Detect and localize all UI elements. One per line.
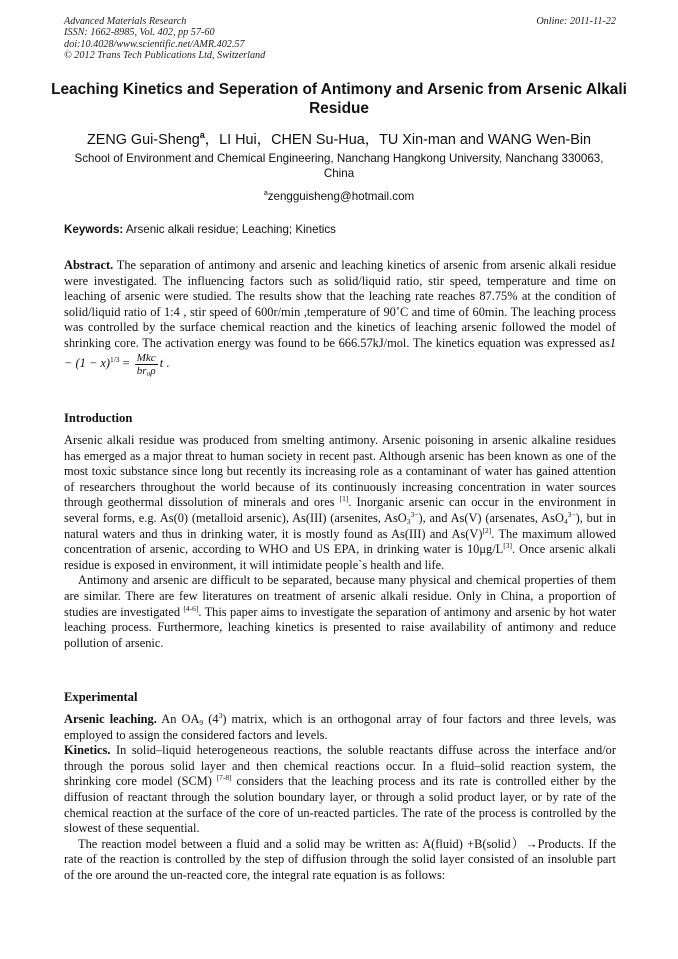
author-separator: ， bbox=[204, 131, 220, 148]
equation-equals: = bbox=[119, 355, 133, 370]
kinetics-paragraph bbox=[64, 743, 616, 837]
equation-t: t bbox=[159, 355, 164, 370]
author-list bbox=[40, 126, 638, 150]
intro-paragraph-1 bbox=[64, 433, 616, 573]
keywords-label: Keywords: bbox=[64, 223, 124, 236]
author-1-affil-mark: a bbox=[199, 130, 205, 140]
keywords-text: Arsenic alkali residue; Leaching; Kinetics bbox=[125, 223, 336, 236]
journal-name: Advanced Materials Research bbox=[64, 16, 187, 27]
citation: [7-8] bbox=[216, 773, 232, 783]
author-4: TU Xin-man and WANG Wen-Bin bbox=[379, 131, 592, 148]
equation-denominator: br₀ρ bbox=[136, 364, 156, 377]
arsenic-leaching-paragraph bbox=[64, 712, 616, 743]
citation: [2] bbox=[482, 525, 492, 535]
superscript: 3− bbox=[567, 509, 576, 519]
journal-header bbox=[64, 16, 616, 61]
equation-exponent: 1/3 bbox=[109, 354, 120, 364]
citation: [1] bbox=[339, 494, 349, 504]
equation-numerator: Mkc bbox=[136, 351, 156, 364]
intro-text: ), but in natural waters and thus in drinking water, it is mostly found as As(III) and As(V) bbox=[64, 510, 616, 541]
introduction-body bbox=[64, 433, 616, 651]
kinetics-label: Kinetics. bbox=[64, 743, 111, 758]
intro-paragraph-2 bbox=[64, 573, 616, 651]
online-date: Online: 2011-11-22 bbox=[536, 16, 616, 27]
section-heading-introduction: Introduction bbox=[64, 411, 133, 425]
equation-fraction bbox=[135, 352, 158, 377]
subscript: 3 bbox=[406, 516, 411, 526]
subscript: 9 bbox=[199, 718, 204, 727]
abstract bbox=[64, 258, 616, 377]
intro-text: Antimony and arsenic are difficult to be separated, because many physical and chemical properties of them are similar. There are few literatures on treatment of arsenic alkali residue. Only in China, a proportion of studies are investigated bbox=[64, 573, 616, 619]
intro-text: . Inorganic arsenic can occur in the environment in several forms, e.g. As(0) (metalloid arsenic), As(III) (arsenites, AsO bbox=[64, 495, 617, 525]
email-address[interactable]: zengguisheng@hotmail.com bbox=[267, 189, 415, 203]
equation-end: . bbox=[163, 355, 170, 370]
email-line bbox=[40, 186, 638, 204]
intro-text: . The maximum allowed concentration of arsenic, according to WHO and US EPA, in drinking water is 10μg/L bbox=[64, 526, 616, 557]
experimental-body bbox=[64, 712, 616, 884]
author-1: ZENG Gui-Sheng bbox=[86, 131, 200, 148]
reaction-model-paragraph: The reaction model between a fluid and a solid may be written as: A(fluid) +B(solid）→Products. If the rate of the reaction is controlled by the step of diffusion through the solid layer consisted of an insoluble part of the ore around the un-reacted core, the integral rate equation is as follows: bbox=[64, 836, 616, 882]
exp-text: ) matrix, which is an orthogonal array of four factors and three levels, was employed to assign the considered factors and levels. bbox=[64, 712, 617, 742]
paper-title: Leaching Kinetics and Seperation of Antimony and Arsenic from Arsenic Alkali Residue bbox=[51, 81, 627, 117]
abstract-text: The separation of antimony and arsenic and leaching kinetics of arsenic from arsenic alkali residue were investigated. The influencing factors such as solid/liquid ratio, stir speed, temperature and time on leaching of arsenic were studied. The results show that the leaching rate reaches 87.75% at the condition of solid/liquid ratio of 1:4 , stir speed of 600r/min ,temperature of 90˚C and time of 60min. The leaching process was controlled by the surface chemical reaction and the kinetics of leaching arsenic followed the model of shrinking core. The activation energy was found to be 666.57kJ/mol. The kinetics equation was expressed as bbox=[64, 258, 616, 350]
exp-text: considers that the leaching process and its rate is controlled either by the diffusion of reactant through the solution boundary layer, or through a solid product layer, or by rate of the chemical reaction at the surface of the core of un-reacted particles. The rate of the process is controlled by the slowest of these sequential. bbox=[64, 774, 616, 836]
author-separator: ， bbox=[364, 131, 380, 148]
keywords bbox=[64, 222, 616, 237]
author-separator: ， bbox=[256, 131, 272, 148]
intro-text: . This paper aims to investigate the separation of antimony and arsenic by hot water leaching process. Furthermore, leaching kinetics is presented to raise availability of antimony and reduce pollution of arsenic. bbox=[64, 604, 616, 650]
copyright-line: © 2012 Trans Tech Publications Ltd, Switzerland bbox=[64, 49, 266, 61]
intro-text: ), and As(V) (arsenates, AsO bbox=[418, 510, 564, 525]
intro-text: Arsenic alkali residue was produced from smelting antimony. Arsenic poisoning in arsenic alkaline residues has emerged as a major threat to human society in recent past. Although arsenic has been known as one of the most toxic substance since long but recently its increasing role as a contaminant of water has gained attention of researchers throughout the world because of its continuously increasing concentration in water sources through geothermal dissolution of minerals and ores bbox=[64, 433, 616, 510]
doi-line: doi:10.4028/www.scientific.net/AMR.402.57 bbox=[64, 38, 245, 50]
section-heading-experimental: Experimental bbox=[64, 690, 138, 704]
superscript: 3 bbox=[218, 711, 223, 720]
issn-line: ISSN: 1662-8985, Vol. 402, pp 57-60 bbox=[64, 27, 215, 39]
citation: [4-6] bbox=[183, 603, 199, 613]
citation: [3] bbox=[503, 541, 512, 551]
email-affil-mark: a bbox=[263, 190, 268, 197]
exp-text: In solid–liquid heterogeneous reactions, the soluble reactants diffuse across the interface and/or through the porous solid layer and then chemical reactions occur. In a fluid–solid reaction system, the shrinking core model (SCM) bbox=[64, 743, 616, 789]
arsenic-leaching-label: Arsenic leaching. bbox=[64, 712, 157, 726]
abstract-label: Abstract. bbox=[64, 258, 114, 272]
author-3: CHEN Su-Hua bbox=[271, 131, 365, 148]
author-2: LI Hui bbox=[219, 131, 257, 148]
exp-text: (4 bbox=[203, 712, 219, 726]
affiliation: School of Environment and Chemical Engineering, Nanchang Hangkong University, Nanchang 330063, China bbox=[74, 152, 604, 180]
exp-text: An OA bbox=[156, 712, 200, 726]
intro-text: . Once arsenic alkali residue is exposed in environment, it will intimidate people`s health and life. bbox=[64, 542, 616, 572]
superscript: 3− bbox=[410, 509, 419, 519]
equation-lhs: 1 − (1 − x) bbox=[64, 335, 616, 370]
subscript: 4 bbox=[563, 516, 568, 526]
